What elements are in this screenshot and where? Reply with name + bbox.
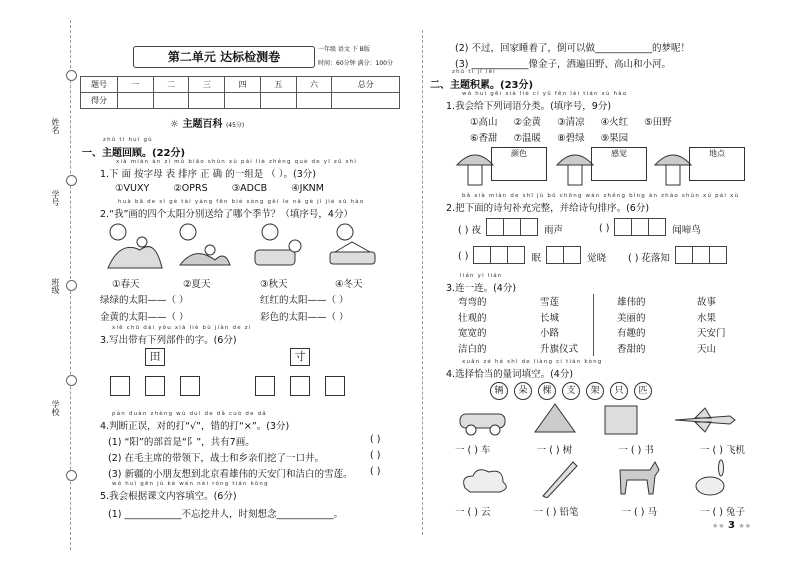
answer-box[interactable] <box>145 376 165 396</box>
q4-text: 4.选择恰当的量词填空。(4分) <box>446 369 574 380</box>
link-item[interactable]: 天山 <box>697 343 717 355</box>
page-number-area <box>712 520 751 531</box>
airplane-picture <box>675 408 735 432</box>
word: ④火红 <box>600 117 629 128</box>
column-header: 四 <box>225 77 261 93</box>
binding-ring <box>66 175 77 186</box>
binding-ring <box>66 375 77 386</box>
score-cell[interactable] <box>189 93 225 109</box>
section-1-title: 一、主题回顾。(22分) <box>82 148 186 159</box>
link-item[interactable]: 香甜的 <box>617 343 646 355</box>
fill-blank[interactable]: (2) 不过，回家睡着了，倒可以做____________的梦呢！ <box>455 43 690 54</box>
binding-ring <box>66 70 77 81</box>
link-item[interactable]: 雄伟的 <box>617 297 646 308</box>
summer-picture <box>180 224 230 265</box>
link-item[interactable]: 洁白的 <box>458 343 487 355</box>
season-spring: ①春天 <box>112 279 140 290</box>
autumn-picture <box>255 224 301 265</box>
link-item[interactable]: 雪莲 <box>540 297 560 308</box>
category-row <box>455 145 745 190</box>
link-left-a <box>458 295 487 357</box>
pinyin: xuǎn zé hé shì de liàng cí tián kòng <box>462 359 603 365</box>
measure-word: 匹 <box>634 382 652 400</box>
category-label: 地点 <box>709 149 725 158</box>
q5-text: 5.我会根据课文内容填空。(6分) <box>100 491 237 502</box>
star-icon: ★★ <box>738 522 752 530</box>
measure-word: 支 <box>562 382 580 400</box>
word: ⑥香甜 <box>470 133 498 144</box>
column-header: 三 <box>189 77 225 93</box>
word: ②金黄 <box>513 117 542 128</box>
poem-fragment: 雨声 <box>543 224 563 236</box>
judge-item: (2) 在毛主席的带领下，战士和乡亲们挖了一口井。 <box>108 453 324 464</box>
picture-row-1 <box>455 402 755 438</box>
pinyin: xiě chū dài yǒu xià liè bù jiàn de zì <box>112 325 252 331</box>
binding-ring <box>66 470 77 481</box>
page-divider <box>422 30 423 535</box>
poem-blank[interactable] <box>487 218 538 239</box>
measure-blank[interactable]: 一 ( ) 兔子 <box>700 507 745 518</box>
measure-blank[interactable]: 一 ( ) 车 <box>455 445 491 456</box>
pinyin: xià miàn àn zì mǔ biǎo shùn xù pái liè zhèng què de yī zǔ shì <box>116 159 358 165</box>
section-2-title: 二、主题积累。(23分) <box>430 80 534 91</box>
link-item[interactable]: 水果 <box>697 312 717 324</box>
time-info: 时间：60分钟 满分：100分 <box>318 60 393 67</box>
measure-word: 只 <box>610 382 628 400</box>
spring-picture <box>108 224 162 268</box>
sun-match[interactable]: 红红的太阳——（ ） <box>260 295 349 306</box>
word: ①高山 <box>470 117 498 128</box>
link-item[interactable]: 故事 <box>697 297 717 308</box>
pinyin: wǒ huì gěi xià liè cí yǔ fēn lèi tián xù hào <box>462 91 628 97</box>
option[interactable]: ③ADCB <box>231 183 268 194</box>
page-number: 3 <box>728 520 736 531</box>
poem-blank[interactable] <box>615 218 666 239</box>
link-right-a <box>540 295 578 357</box>
book-picture <box>605 406 637 434</box>
measure-blank[interactable]: 一 ( ) 铅笔 <box>533 507 579 518</box>
measure-word-row <box>490 382 652 400</box>
season-winter: ④冬天 <box>335 279 363 290</box>
word: ⑧碧绿 <box>557 133 585 144</box>
score-cell[interactable] <box>260 93 296 109</box>
poem-fragment: 闻啼鸟 <box>672 224 701 236</box>
binding-ring <box>66 280 77 291</box>
category-label: 颜色 <box>511 149 527 158</box>
link-item[interactable]: 美丽的 <box>617 312 646 324</box>
poem-fragment: 眠 <box>531 252 541 264</box>
score-table <box>80 76 400 109</box>
measure-word: 棵 <box>538 382 556 400</box>
part-box: 寸 <box>290 348 310 366</box>
score-cell[interactable] <box>153 93 189 109</box>
pinyin: huà bǎ de sì gè tài yáng fēn bié sòng gěi le nǎ gè jì jié xù hào <box>118 199 365 205</box>
sun-match[interactable]: 绿绿的太阳——（ ） <box>100 295 189 306</box>
pinyin: zhǔ tí jī lěi <box>452 69 496 75</box>
measure-word: 辆 <box>490 382 508 400</box>
word-list <box>470 130 628 144</box>
season-autumn: ③秋天 <box>260 279 288 290</box>
link-item[interactable]: 壮观的 <box>458 312 487 324</box>
measure-blank[interactable]: 一 ( ) 马 <box>621 507 657 518</box>
score-cell[interactable] <box>225 93 261 109</box>
rabbit-picture <box>696 460 724 495</box>
page-title: 第二单元 达标检测卷 <box>133 46 315 68</box>
measure-blank[interactable]: 一 ( ) 云 <box>455 507 491 518</box>
answer-box[interactable] <box>110 376 130 396</box>
word: ⑦温暖 <box>513 133 542 144</box>
name-label: 姓名 <box>51 118 60 134</box>
measure-blank[interactable]: 一 ( ) 树 <box>536 445 573 456</box>
cloud-picture <box>464 470 507 492</box>
q2-text: 2.“我”画的四个太阳分别送给了哪个季节？（填序号，4分） <box>100 209 353 220</box>
pinyin: zhǔ tí huí gù <box>103 137 153 143</box>
measure-word: 朵 <box>514 382 532 400</box>
car-picture <box>460 414 505 435</box>
school-label: 学校 <box>51 400 60 416</box>
measure-word: 架 <box>586 382 604 400</box>
row-label: 题号 <box>81 77 118 93</box>
poem-fragment: ( ) <box>458 251 469 262</box>
score-cell[interactable] <box>118 93 154 109</box>
option[interactable]: ①VUXY <box>115 183 150 194</box>
part-box: 田 <box>145 348 165 366</box>
q4-text: 4.判断正误，对的打“√”，错的打“×”。(3分) <box>100 421 290 432</box>
judge-item: (3) 新疆的小朋友想到北京看雄伟的天安门和洁白的雪莲。 <box>108 469 353 480</box>
part-puzzle-cun <box>255 348 365 398</box>
judge-item: (1) “阳”的部首是“阝”，共有7画。 <box>108 437 255 448</box>
mushroom-icon <box>555 145 595 187</box>
category-box[interactable] <box>491 147 547 181</box>
word: ③清凉 <box>557 117 585 128</box>
horse-picture <box>620 462 659 494</box>
answer-box[interactable] <box>290 376 310 396</box>
q1-text: 1.下 面 按字母 表 排序 正 确 的一组是 （ ）。(3分) <box>100 169 316 180</box>
poem-fragment: 觉晓 <box>586 252 606 264</box>
link-item[interactable]: 弯弯的 <box>458 297 487 308</box>
column-header: 总分 <box>332 77 400 93</box>
measure-blank[interactable]: 一 ( ) 飞机 <box>700 445 745 456</box>
row-label: 得分 <box>81 93 118 109</box>
link-right-b <box>697 295 726 357</box>
tree-picture <box>535 404 575 432</box>
word: ⑨果园 <box>600 133 629 144</box>
link-item[interactable]: 长城 <box>540 312 560 324</box>
category-label: 感觉 <box>611 149 627 158</box>
column-header: 五 <box>260 77 296 93</box>
winter-picture <box>330 224 375 264</box>
q3-text: 3.连一连。(4分) <box>446 283 517 294</box>
judge-paren[interactable]: ( ) <box>370 450 381 461</box>
poem-blank[interactable] <box>676 246 727 267</box>
banner-points: (45分) <box>225 122 245 129</box>
category-box[interactable] <box>591 147 647 181</box>
score-cell[interactable] <box>332 93 400 109</box>
pinyin: wǒ huì gēn jù kè wén nèi róng tián kòng <box>112 481 269 487</box>
sun-icon: ☼ <box>170 119 179 130</box>
banner-title: 主题百科 <box>182 119 223 130</box>
grade-info: 一年级 语文 下 B版 <box>318 46 370 53</box>
poem-fragment: ( ) <box>598 223 610 234</box>
answer-box[interactable] <box>255 376 275 396</box>
season-summer: ②夏天 <box>183 279 211 290</box>
link-divider <box>593 294 594 356</box>
star-icon: ★★ <box>712 522 725 530</box>
poem-blank[interactable] <box>547 246 581 267</box>
pinyin: pàn duàn zhèng wù duì de dǎ cuò de dǎ <box>112 411 267 417</box>
judge-paren[interactable]: ( ) <box>370 466 381 477</box>
link-item[interactable]: 天安门 <box>697 328 726 339</box>
link-item[interactable]: 小路 <box>540 328 560 339</box>
pinyin: bǎ xià miàn de shī jù bǔ chōng wán zhěng bìng àn zhào shùn xù pái xù <box>462 193 740 199</box>
column-header: 一 <box>118 77 154 93</box>
sun-match[interactable]: 彩色的太阳——（ ） <box>260 312 349 323</box>
mushroom-icon <box>653 145 693 187</box>
column-header: 六 <box>296 77 332 93</box>
option[interactable]: ④JKNM <box>291 183 324 194</box>
answer-box[interactable] <box>325 376 345 396</box>
measure-blank[interactable]: 一 ( ) 书 <box>618 445 654 456</box>
class-label: 班级 <box>51 278 60 294</box>
poem-fragment: ( ) 夜 <box>458 224 481 236</box>
answer-box[interactable] <box>180 376 200 396</box>
fill-blank[interactable]: (1) ____________不忘挖井人，时刻想念____________。 <box>108 509 343 520</box>
link-item[interactable]: 宽宽的 <box>458 328 487 339</box>
fill-row <box>455 442 745 456</box>
judge-paren[interactable]: ( ) <box>370 434 381 445</box>
season-pictures <box>100 220 390 272</box>
link-item[interactable]: 升旗仪式 <box>540 343 579 355</box>
pinyin: lián yi lián <box>460 273 503 279</box>
fill-row <box>455 504 745 518</box>
word-list <box>470 114 672 128</box>
fill-blank[interactable]: (3) ____________像金子，洒遍田野、高山和小河。 <box>455 59 671 70</box>
poem-line <box>458 246 727 267</box>
part-puzzle-tian <box>110 348 220 398</box>
poem-line <box>458 218 701 239</box>
poem-fragment: ( ) 花落知 <box>627 252 670 264</box>
poem-blank[interactable] <box>474 246 525 267</box>
word: ⑤田野 <box>644 117 672 128</box>
link-item[interactable]: 有趣的 <box>617 328 646 339</box>
category-box[interactable] <box>689 147 745 181</box>
link-left-b <box>617 295 646 357</box>
q1-options <box>115 183 324 194</box>
q3-text: 3.写出带有下列部件的字。(6分) <box>100 335 237 346</box>
q1-text: 1.我会给下列词语分类。(填序号，9分) <box>446 101 612 112</box>
id-label: 学号 <box>51 190 60 206</box>
mushroom-icon <box>455 145 495 187</box>
section-banner <box>170 115 244 130</box>
option[interactable]: ②OPRS <box>173 183 208 194</box>
column-header: 二 <box>153 77 189 93</box>
q2-text: 2.把下面的诗句补充完整，并给诗句排序。(6分) <box>446 203 650 214</box>
pencil-picture <box>543 462 577 498</box>
sun-match[interactable]: 金黄的太阳——（ ） <box>100 312 189 323</box>
score-cell[interactable] <box>296 93 332 109</box>
picture-row-2 <box>455 458 755 498</box>
